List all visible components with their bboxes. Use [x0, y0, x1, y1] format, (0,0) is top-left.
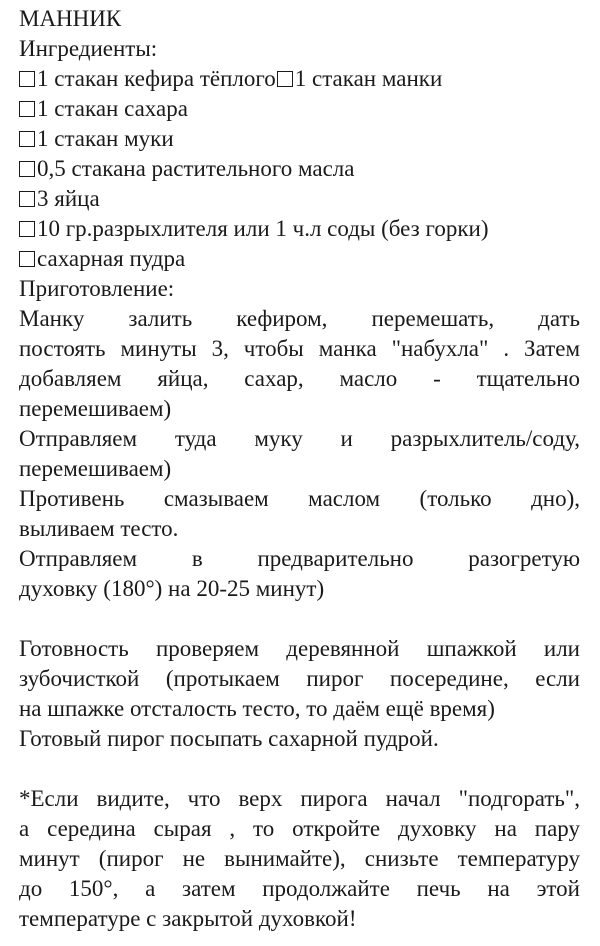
preparation-step: [19, 484, 580, 544]
ingredient-line: [19, 214, 580, 244]
text-line: перемешиваем): [19, 396, 172, 421]
text-line: зубочисткой (протыкаем пирог посередине, если: [19, 666, 580, 691]
note-paragraph: [19, 784, 580, 934]
ingredient-item: 1 стакан муки: [37, 126, 174, 151]
ingredient-item: 1 стакан сахара: [37, 96, 188, 121]
ingredient-item: 3 яйца: [37, 186, 100, 211]
text-line: а середина сырая , то откройте духовку на пару: [19, 816, 580, 841]
preparation-step: [19, 304, 580, 424]
checkbox-icon: [19, 221, 35, 237]
checkbox-icon: [19, 71, 35, 87]
text-line: до 150°, а затем продолжайте печь на этой: [19, 876, 580, 901]
text-line: температуре с закрытой духовкой!: [19, 906, 357, 931]
ingredient-line: [19, 64, 580, 94]
ingredient-item: 1 стакан манки: [294, 66, 443, 91]
text-line: минут (пирог не вынимайте), снизьте температуру: [19, 846, 580, 871]
ingredient-line: [19, 124, 580, 154]
text-line: Отправляем в предварительно разогретую: [19, 546, 580, 571]
ingredient-item: 10 гр.разрыхлителя или 1 ч.л соды (без горки): [37, 216, 489, 241]
text-line: постоять минуты 3, чтобы манка "набухла" . Затем: [19, 336, 580, 361]
ingredient-item: 1 стакан кефира тёплого: [37, 66, 276, 91]
ingredient-line: [19, 184, 580, 214]
preparation-heading: Приготовление:: [19, 276, 175, 301]
checkbox-icon: [19, 251, 35, 267]
ingredient-line: [19, 154, 580, 184]
ingredient-item: 0,5 стакана растительного масла: [37, 156, 355, 181]
readiness-paragraph: [19, 634, 580, 754]
text-line: добавляем яйца, сахар, масло - тщательно: [19, 366, 580, 391]
checkbox-icon: [19, 131, 35, 147]
text-line: Противень смазываем маслом (только дно),: [19, 486, 580, 511]
text-line: перемешиваем): [19, 456, 172, 481]
text-line: *Если видите, что верх пирога начал "подгорать",: [19, 786, 580, 811]
ingredients-heading: Ингредиенты:: [19, 36, 158, 61]
recipe-title: МАННИК: [19, 6, 122, 31]
text-line: Готовность проверяем деревянной шпажкой или: [19, 636, 580, 661]
text-line: Отправляем туда муку и разрыхлитель/соду,: [19, 426, 580, 451]
text-line: на шпажке отсталость тесто, то даём ещё время): [19, 696, 495, 721]
preparation-step: [19, 424, 580, 484]
text-line: Готовый пирог посыпать сахарной пудрой.: [19, 726, 439, 751]
paragraph-spacer: [19, 754, 580, 784]
text-line: духовку (180°) на 20-25 минут): [19, 576, 325, 601]
checkbox-icon: [19, 101, 35, 117]
text-line: выливаем тесто.: [19, 516, 179, 541]
checkbox-icon: [19, 161, 35, 177]
paragraph-spacer: [19, 604, 580, 634]
ingredient-item: сахарная пудра: [37, 246, 186, 271]
preparation-step: [19, 544, 580, 604]
checkbox-icon: [19, 191, 35, 207]
checkbox-icon: [277, 71, 293, 87]
ingredient-line: [19, 94, 580, 124]
ingredient-line: [19, 244, 580, 274]
text-line: Манку залить кефиром, перемешать, дать: [19, 306, 580, 331]
